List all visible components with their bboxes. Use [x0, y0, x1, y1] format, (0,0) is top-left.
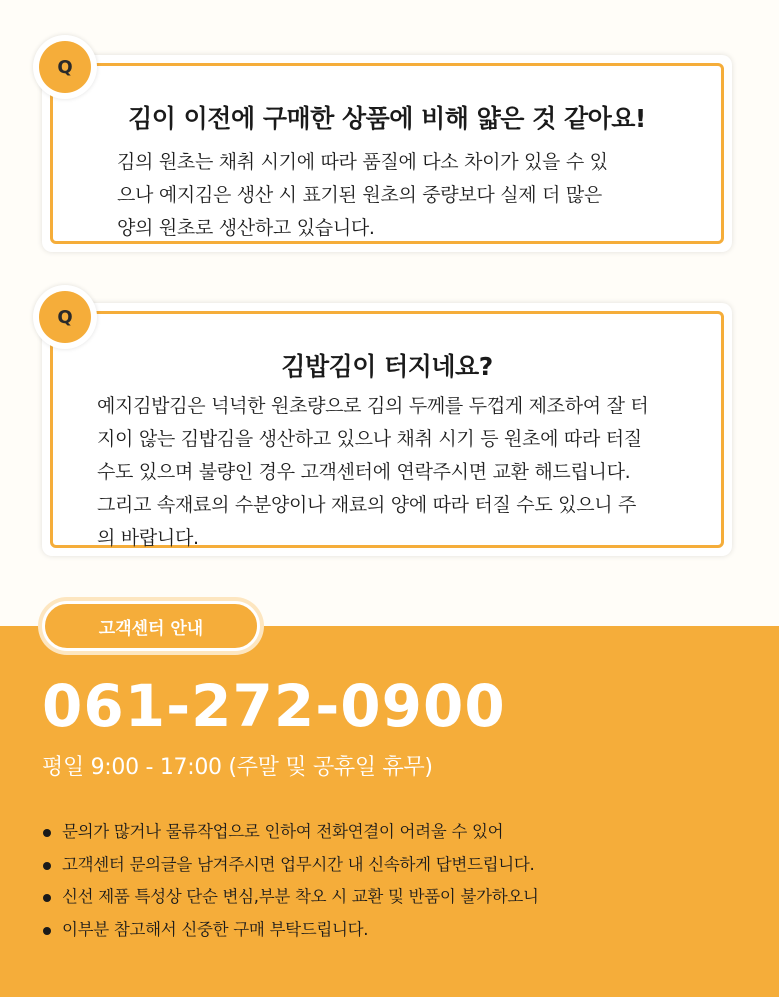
- bullet-icon: [43, 927, 51, 935]
- bullet-icon: [43, 862, 51, 870]
- faq-card-border: [50, 63, 724, 244]
- faq-answer-line: 예지김밥김은 넉넉한 원초량으로 김의 두께를 두껍게 제조하여 잘 터: [97, 395, 649, 417]
- notice-item: [42, 914, 539, 947]
- faq-answer-2: [97, 390, 727, 555]
- faq-answer-line: 지이 않는 김밥김을 생산하고 있으나 채취 시기 등 원초에 따라 터질: [97, 428, 642, 450]
- notice-item: [42, 881, 539, 914]
- notice-item: [42, 849, 539, 882]
- faq-question-2: 김밥김이 터지네요?: [281, 352, 493, 381]
- faq-answer-line: 양의 원초로 생산하고 있습니다.: [117, 217, 375, 239]
- faq-answer-line: 김의 원초는 채취 시기에 따라 품질에 다소 차이가 있을 수 있: [117, 151, 608, 173]
- business-hours: 평일 9:00 - 17:00 (주말 및 공휴일 휴무): [42, 755, 433, 780]
- notice-list: [42, 816, 539, 946]
- faq-card-border: [50, 311, 724, 548]
- notice-text: 이부분 참고해서 신중한 구매 부탁드립니다.: [62, 919, 369, 939]
- notice-item: [42, 816, 539, 849]
- faq-answer-line: 의 바랍니다.: [97, 527, 199, 549]
- bullet-icon: [43, 894, 51, 902]
- faq-answer-line: 수도 있으며 불량인 경우 고객센터에 연락주시면 교환 해드립니다.: [97, 461, 631, 483]
- q-badge-label: Q: [39, 291, 91, 343]
- faq-answer-line: 으나 예지김은 생산 시 표기된 원초의 중량보다 실제 더 많은: [117, 184, 602, 206]
- q-badge-label: Q: [39, 41, 91, 93]
- bullet-icon: [43, 829, 51, 837]
- faq-card-2: [42, 303, 732, 556]
- q-badge-1: [33, 35, 97, 99]
- phone-number[interactable]: 061-272-0900: [42, 672, 506, 740]
- customer-service-label-pill: [42, 601, 260, 651]
- faq-answer-line: 그리고 속재료의 수분양이나 재료의 양에 따라 터질 수도 있으니 주: [97, 494, 637, 516]
- notice-text: 고객센터 문의글을 남겨주시면 업무시간 내 신속하게 답변드립니다.: [62, 854, 535, 874]
- q-badge-2: [33, 285, 97, 349]
- customer-service-label: 고객센터 안내: [98, 618, 204, 639]
- faq-question-1: 김이 이전에 구매한 상품에 비해 얇은 것 같아요!: [128, 104, 646, 133]
- notice-text: 문의가 많거나 물류작업으로 인하여 전화연결이 어려울 수 있어: [62, 822, 504, 841]
- faq-card-1: [42, 55, 732, 252]
- notice-text: 신선 제품 특성상 단순 변심,부분 착오 시 교환 및 반품이 불가하오니: [62, 887, 539, 906]
- faq-answer-1: [117, 146, 697, 245]
